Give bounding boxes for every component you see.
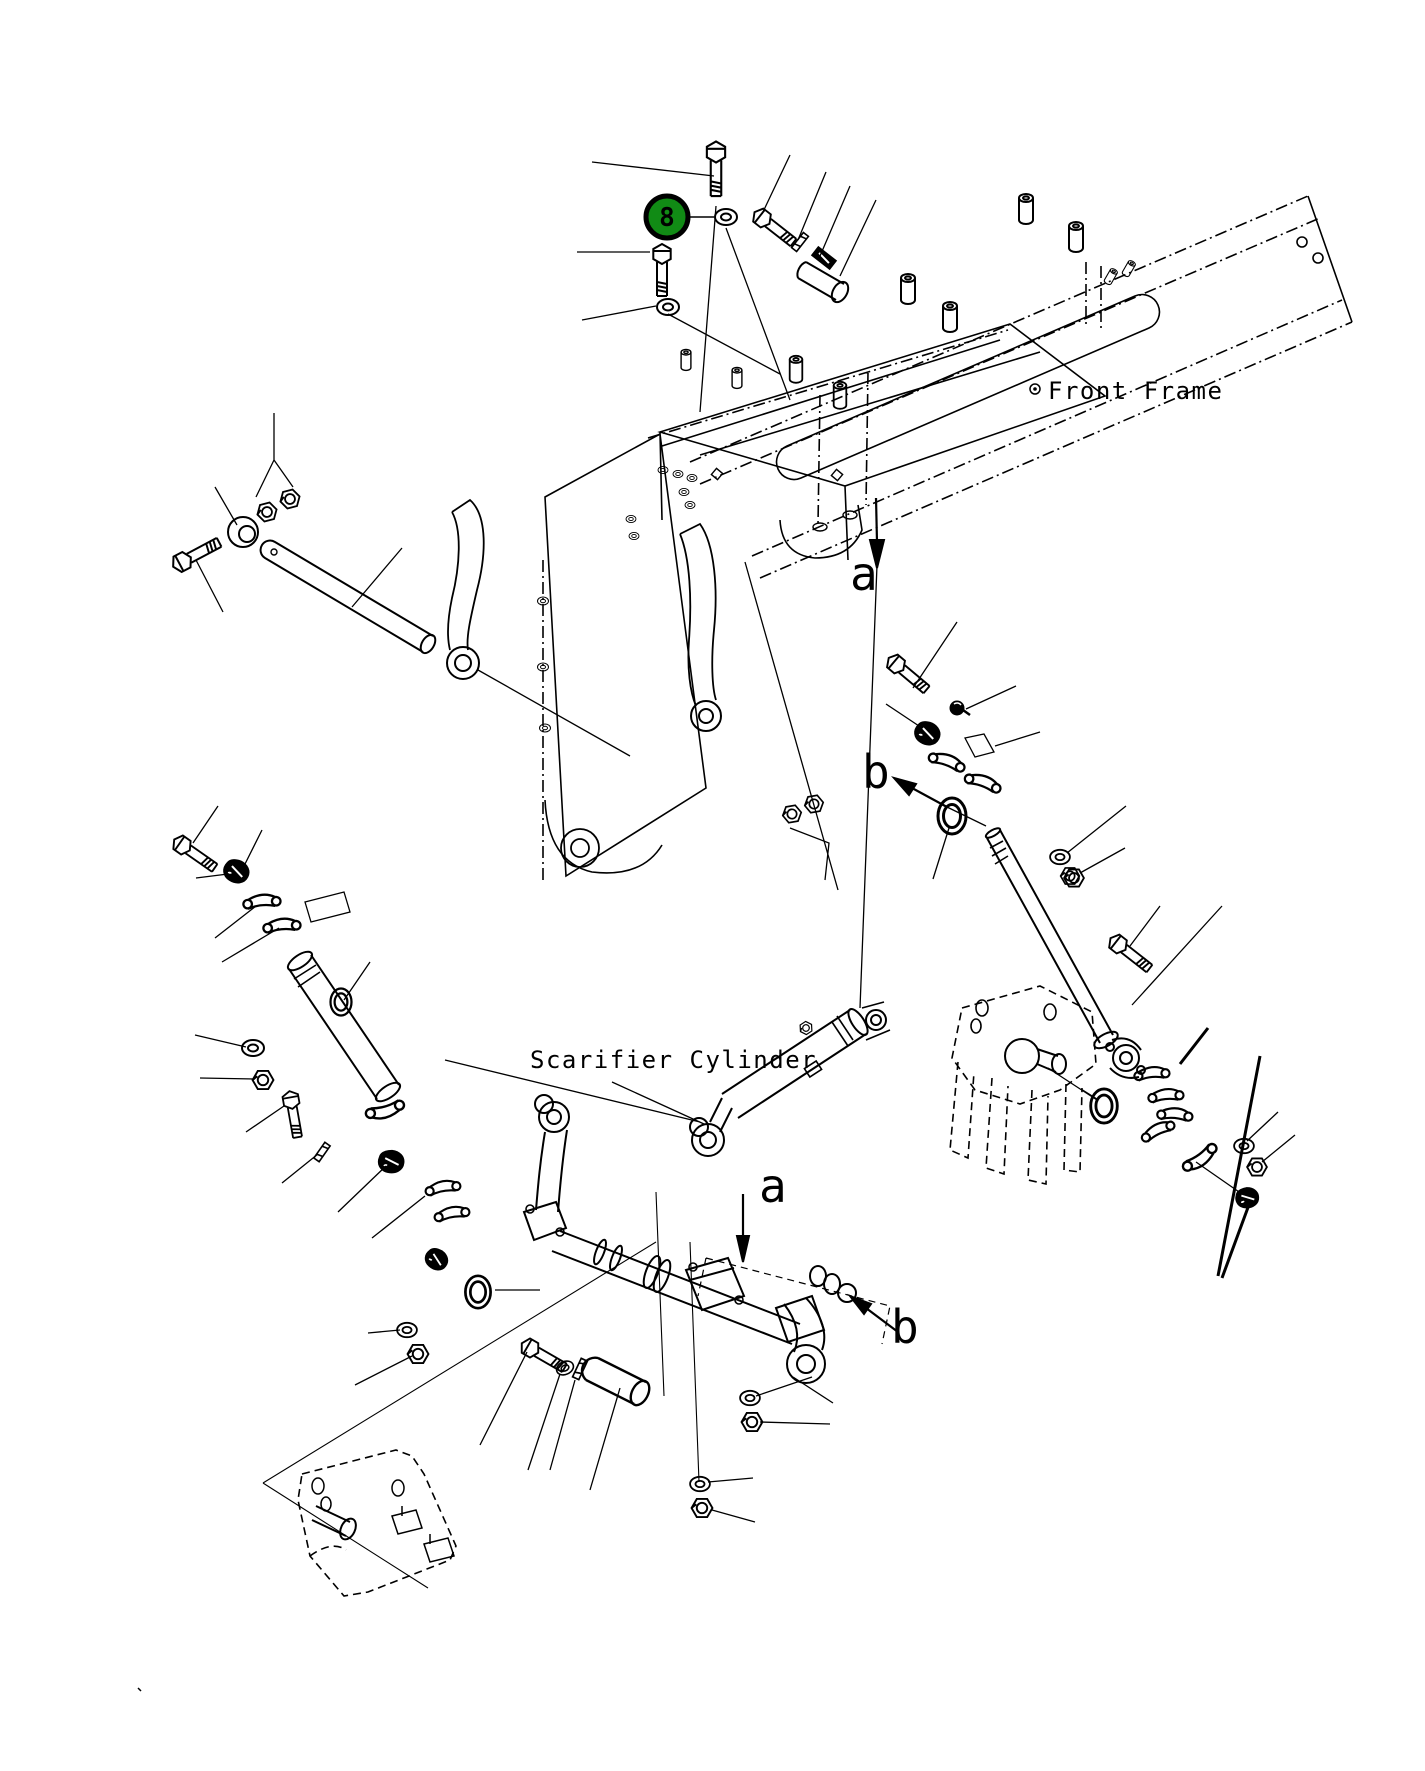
view-letter-a-upper: a bbox=[850, 547, 878, 601]
view-letter-b-upper: b bbox=[862, 745, 890, 799]
front-frame-label-group bbox=[1030, 377, 1223, 405]
reference-dot-center bbox=[1033, 387, 1037, 391]
view-letter-a-lower: a bbox=[759, 1159, 787, 1213]
view-letter-b-lower: b bbox=[891, 1300, 919, 1354]
front-frame-label: Front Frame bbox=[1048, 377, 1224, 405]
callout-number: 8 bbox=[659, 203, 675, 233]
arrow-line bbox=[876, 498, 877, 542]
scarifier-cylinder-label: Scarifier Cylinder bbox=[530, 1046, 818, 1074]
